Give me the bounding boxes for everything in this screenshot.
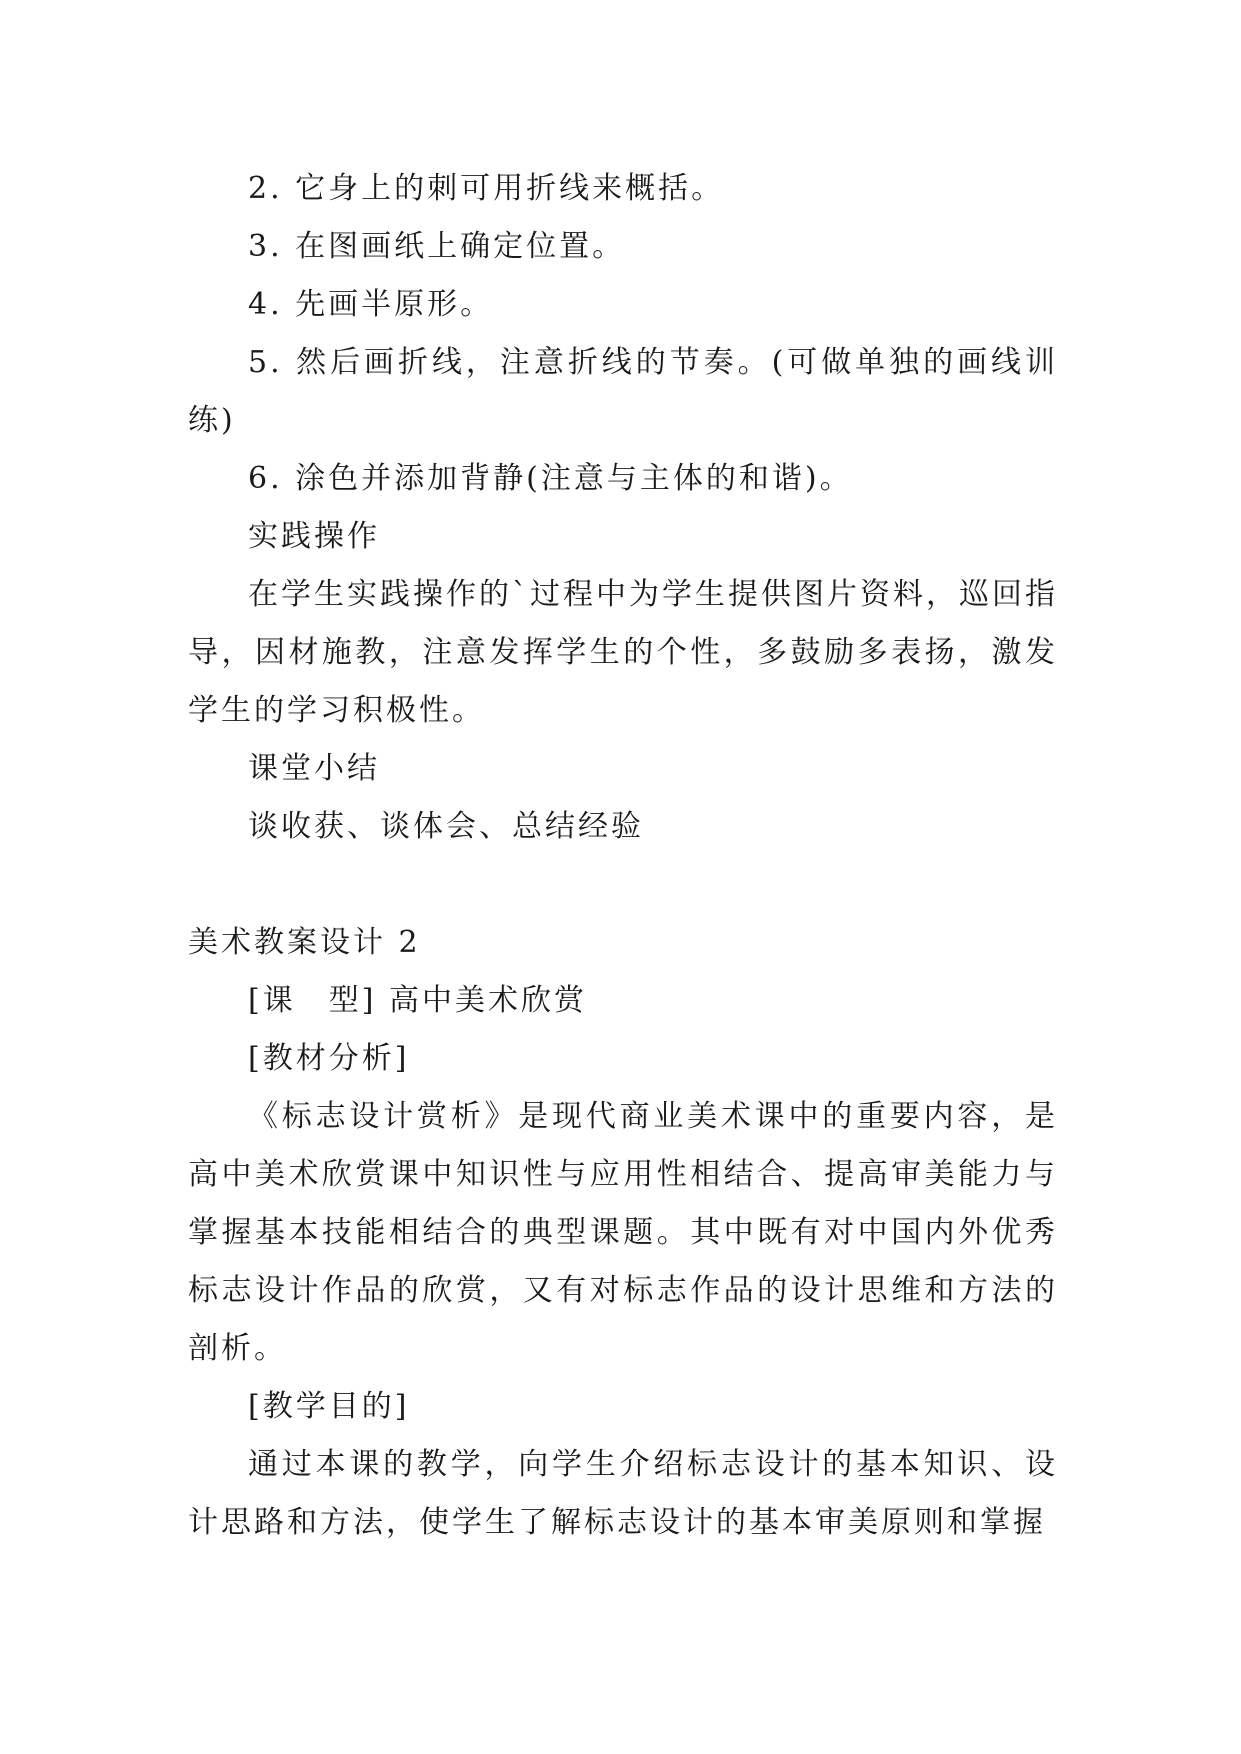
teaching-purpose-heading: [教学目的] xyxy=(248,1389,410,1424)
material-analysis-heading: [教材分析] xyxy=(248,1041,410,1076)
lesson-type-text: [课 型] 高中美术欣赏 xyxy=(248,983,587,1018)
section-gap xyxy=(188,856,1058,914)
section-title: 美术教案设计 2 xyxy=(188,925,421,960)
step-5-text: 5. 然后画折线，注意折线的节奏。(可做单独的画线训练) xyxy=(188,345,1058,438)
step-3-text: 3. 在图画纸上确定位置。 xyxy=(248,229,626,264)
step-6-text: 6. 涂色并添加背静(注意与主体的和谐)。 xyxy=(248,461,853,496)
document-body xyxy=(188,160,1058,1552)
summary-paragraph: 谈收获、谈体会、总结经验 xyxy=(248,809,644,844)
practice-paragraph: 在学生实践操作的`过程中为学生提供图片资料，巡回指导，因材施教，注意发挥学生的个性，多鼓励多表扬，激发学生的学习积极性。 xyxy=(188,577,1058,728)
step-4-text: 4. 先画半原形。 xyxy=(248,287,494,322)
teaching-purpose-paragraph: 通过本课的教学，向学生介绍标志设计的基本知识、设计思路和方法，使学生了解标志设计的基本审美原则和掌握 xyxy=(188,1447,1058,1540)
material-analysis-paragraph: 《标志设计赏析》是现代商业美术课中的重要内容，是高中美术欣赏课中知识性与应用性相结合、提高审美能力与掌握基本技能相结合的典型课题。其中既有对中国内外优秀标志设计作品的欣赏，又有对标志作品的设计思维和方法的剖析。 xyxy=(188,1099,1058,1366)
practice-heading: 实践操作 xyxy=(248,519,380,554)
summary-heading: 课堂小结 xyxy=(248,751,380,786)
step-2-text: 2. 它身上的刺可用折线来概括。 xyxy=(248,171,725,206)
